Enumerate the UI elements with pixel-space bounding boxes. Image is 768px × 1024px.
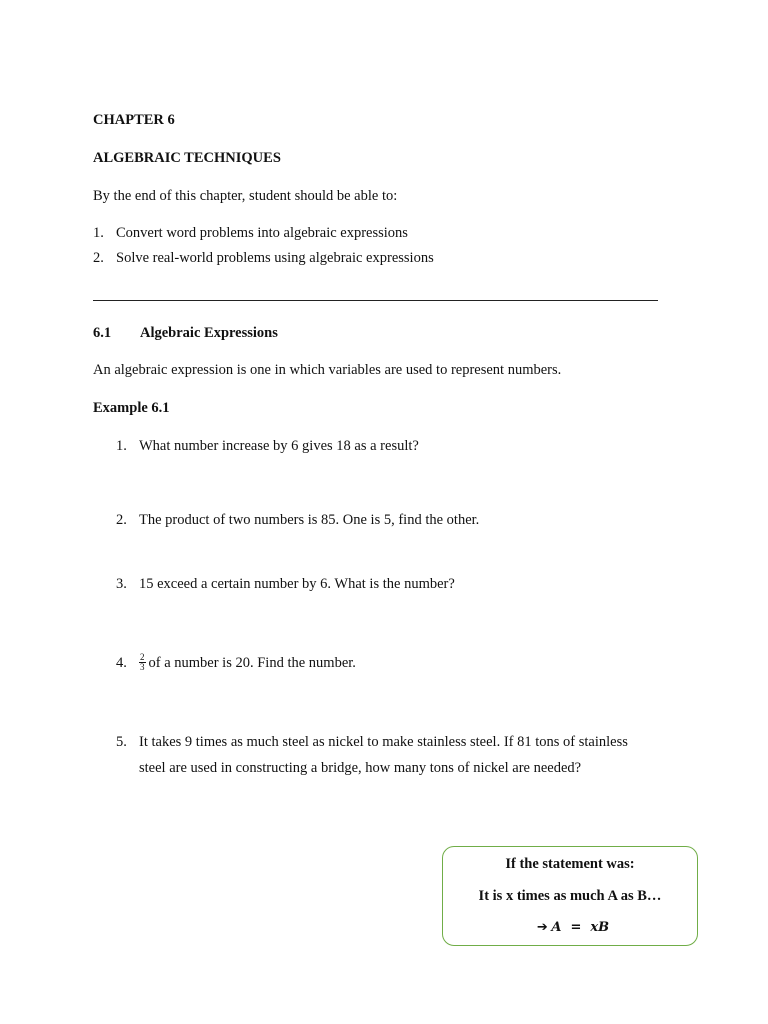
objective-number: 2. — [93, 250, 104, 266]
fraction-numerator: 2 — [140, 652, 145, 662]
callout-line1: If the statement was: — [505, 856, 635, 872]
chapter-title: ALGEBRAIC TECHNIQUES — [93, 150, 281, 166]
question-item — [116, 438, 419, 455]
intro-text: By the end of this chapter, student should be able to: — [93, 188, 398, 204]
question-item — [116, 576, 455, 593]
section-heading — [93, 325, 278, 342]
question-text: of a number is 20. Find the number. — [148, 654, 356, 671]
objective-text: Solve real-world problems using algebraic expressions — [116, 250, 434, 266]
question-text: What number increase by 6 gives 18 as a result? — [139, 438, 419, 454]
question-number: 2. — [116, 512, 127, 528]
objective-text: Convert word problems into algebraic expressions — [116, 225, 408, 241]
question-text: 15 exceed a certain number by 6. What is the number? — [139, 576, 455, 592]
question-number: 1. — [116, 438, 127, 454]
question-text-line2: steel are used in constructing a bridge, how many tons of nickel are needed? — [139, 760, 582, 776]
question-item — [116, 654, 356, 673]
callout-formula: A = xB — [551, 920, 610, 935]
definition-text: An algebraic expression is one in which variables are used to represent numbers. — [93, 362, 562, 378]
question-text-line1: It takes 9 times as much steel as nickel to make stainless steel. If 81 tons of stainless — [139, 734, 628, 750]
question-number: 4. — [116, 654, 127, 671]
section-number: 6.1 — [93, 325, 112, 341]
arrow-icon: ➔ — [536, 920, 548, 935]
section-title: Algebraic Expressions — [140, 325, 278, 341]
fraction — [139, 653, 146, 672]
objective-item — [93, 250, 434, 267]
section-divider — [93, 300, 658, 301]
question-text: The product of two numbers is 85. One is 5, find the other. — [139, 512, 480, 528]
question-item — [116, 512, 479, 529]
chapter-label: CHAPTER 6 — [93, 112, 175, 128]
callout-formula-row — [443, 919, 697, 936]
tip-callout — [442, 846, 698, 946]
example-label: Example 6.1 — [93, 400, 170, 416]
question-item — [116, 734, 628, 751]
question-number: 3. — [116, 576, 127, 592]
callout-line2: It is x times as much A as B… — [478, 888, 662, 904]
fraction-denominator: 3 — [140, 662, 145, 672]
objective-number: 1. — [93, 225, 104, 241]
question-number: 5. — [116, 734, 127, 750]
objective-item — [93, 225, 408, 242]
